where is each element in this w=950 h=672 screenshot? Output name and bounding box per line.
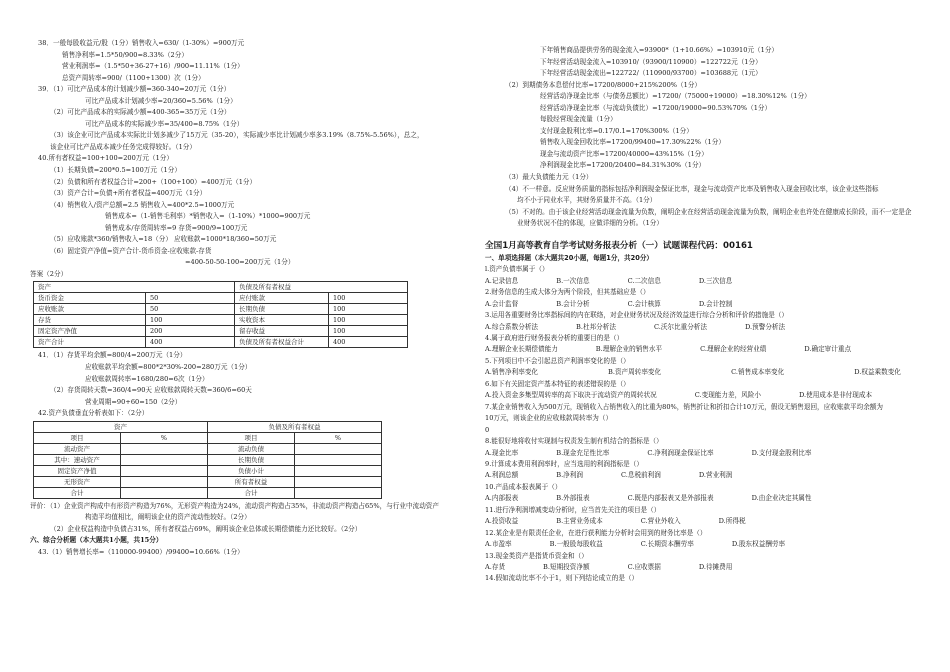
- question-stem: 2.财务信息的生成大体分为两个阶段，但其基础应是（）: [485, 288, 650, 297]
- table-header-cell: 资产: [34, 282, 235, 293]
- answer-line: 业财务状况不佳的体现，应做详细的分析。（1分）: [517, 219, 663, 228]
- answer-line: 营业利润率=（1.5*50+36-27+16）/900=11.11%（1分）: [62, 62, 244, 71]
- question-options: [485, 276, 925, 287]
- answer-line: 销售成本=（1-销售毛利率）*销售收入=（1-10%）*1000=900万元: [105, 212, 311, 221]
- answer-line: 43.（1）销售增长率=（110000-99400）/99400=10.66%（1分）: [38, 547, 244, 556]
- table-row: [34, 476, 382, 487]
- table-cell: 流动资产: [34, 443, 121, 454]
- answer-line: （2）企业权益构造中负债占31%，所有者权益占69%，阐明该企业总体或长期偿债能力还比较好。（2分）: [50, 524, 362, 533]
- table-header-cell: 项目: [34, 432, 121, 443]
- table-cell: 负债及所有者权益合计: [235, 337, 329, 348]
- table-cell: [295, 476, 382, 487]
- table-cell: 长期负债: [208, 454, 295, 465]
- answer-line: 营业周期=90+60=150（2分）: [85, 397, 182, 406]
- table-cell: 无形资产: [34, 476, 121, 487]
- answer-line: （3）该企业可比产品成本实际比计划多减少了15万元（35-20），实际减少率比计划减少率多3.19%（8.75%-5.56%），总之，: [50, 131, 424, 140]
- table-cell: 100: [146, 315, 235, 326]
- table-cell: 50: [146, 293, 235, 304]
- option-item: C.既是内部报表又是外部报表: [627, 494, 714, 503]
- question-stem: 3.运用各重要财务比率指标间的内在联络，对企业财务状况及经济效益进行综合分析和评价的措施是（）: [485, 311, 789, 320]
- table-cell: 留存收益: [235, 326, 329, 337]
- option-item: A.记录信息: [485, 276, 519, 285]
- exam-title: 全国1月高等教育自学考试财务报表分析（一）试题课程代码：00161: [485, 240, 753, 251]
- table-header-cell: 资产: [34, 421, 208, 432]
- answer-line: 40.所有者权益=100+100=200万元（1分）: [38, 154, 173, 163]
- option-item: A.存货: [485, 563, 506, 572]
- question-options: [485, 470, 925, 481]
- option-item: D.会计控制: [698, 299, 733, 308]
- question-stem: 4.属于政府进行财务报表分析的重要目的是（）: [485, 333, 624, 342]
- answer-line: （6）固定资产净值=资产合计-货币资金-应收账款-存货: [50, 246, 212, 255]
- table-header-cell: 项目: [208, 432, 295, 443]
- table-row: [34, 293, 408, 304]
- option-item: A.内部报表: [485, 494, 519, 503]
- answer-line: 总资产周转率=900/（1100+1300）次（1分）: [62, 73, 205, 82]
- table-row: [34, 465, 382, 476]
- option-item: D.预警分析法: [745, 322, 786, 331]
- table-row: [34, 337, 408, 348]
- answer-line: （2）可比产品成本的实际减少额=400-365=35万元（1分）: [50, 108, 231, 117]
- question-options: [485, 322, 925, 333]
- option-item: C.二次信息: [627, 276, 661, 285]
- question-options: [485, 493, 925, 504]
- answer-line: （2）到期债务本息偿付比率=17200/8000+215%200%（1分）: [505, 80, 702, 89]
- option-item: D.确定审计重点: [804, 345, 852, 354]
- option-item: D.股东权益酬劳率: [731, 540, 786, 549]
- table-cell: 100: [329, 304, 408, 315]
- answer-line: 经营活动净现金比率（与债务总额比）=17200/（75000+19000）=18.30%12%（1分）: [540, 92, 811, 101]
- answer-line: 现金与流动资产比率=17200/40000=43%15%（1分）: [540, 149, 708, 158]
- question-options: [485, 516, 925, 527]
- option-item: C.应收票据: [627, 563, 661, 572]
- option-item: A.投入资金多集型周转率的高下取决于流动资产的周转状况: [485, 391, 657, 400]
- answer-line: 应收账款平均余额=800*2*30%-200=280万元（1分）: [85, 363, 252, 372]
- option-item: C.净利润现金保证比率: [647, 448, 714, 457]
- table-row: [34, 421, 382, 432]
- option-item: B.主营业务成本: [556, 517, 603, 526]
- answer-line: 销售净利率=1.5*50/900=8.33%（2分）: [62, 50, 188, 59]
- option-item: B.一般股每股收益: [549, 540, 603, 549]
- question-options: [485, 299, 925, 310]
- option-item: B.会计分析: [556, 299, 590, 308]
- question-options: [485, 448, 925, 459]
- table-cell: 100: [329, 326, 408, 337]
- table-cell: 应收账款: [34, 304, 146, 315]
- left-column: [30, 38, 475, 559]
- balance-sheet-table: [33, 281, 408, 348]
- question-stem: 7.某企业销售收入为500万元，现销收入占销售收入的比重为80%，销售折让和折扣合计10万元，假设无销售退回，应收账款平均余额为: [485, 402, 883, 411]
- answer-line: 38．一般每股收益元/股（1分）销售收入=630/（1-30%）=900万元: [38, 39, 245, 47]
- table-cell: 合计: [34, 487, 121, 498]
- option-item: B.理解企业的销售水平: [595, 345, 663, 354]
- answer-line: 经营活动净现金比率（与流动负债比）=17200/19000=90.53%70%（1分）: [540, 103, 772, 112]
- table-cell: [121, 465, 208, 476]
- table-row: [34, 432, 382, 443]
- option-item: C.营业外收入: [640, 517, 681, 526]
- answer-line: 39．（1）可比产品成本的计划减少额=360-340=20万元（1分）: [38, 85, 231, 94]
- table-cell: 所有者权益: [208, 476, 295, 487]
- answer-line: （5）不对的。由于该企业经营活动现金流量为负数，阐明企业在经营活动现金流量为负数，阐明企业也许处在健康成长阶段，而不一定是企: [505, 207, 912, 216]
- option-item: C.会计核算: [627, 299, 661, 308]
- table-row: [34, 304, 408, 315]
- answer-line: 支付现金股利比率=0.17/0.1=170%300%（1分）: [540, 126, 693, 135]
- section-heading: 一、单项选择题（本大题共20小题，每题1分，共20分）: [485, 253, 654, 262]
- table-cell: 长期负债: [235, 304, 329, 315]
- right-column: [485, 45, 925, 585]
- question-options: [485, 367, 925, 378]
- answer-line: （4）销售收入/资产总额=2.5 销售收入=400*2.5=1000万元: [50, 200, 235, 209]
- option-item: D.由企业决定其属性: [751, 494, 812, 503]
- table-header-cell: %: [295, 432, 382, 443]
- table-header-cell: 负债及所有者权益: [208, 421, 382, 432]
- table-cell: [121, 443, 208, 454]
- question-stem: 6.如下有关固定资产基本特征的表述错误的是（）: [485, 379, 630, 388]
- option-item: A.理解企业长期偿债能力: [485, 345, 558, 354]
- answer-line: （5）应收账款*360/销售收入=18（分） 应收账款=1000*18/360=50万元: [50, 235, 277, 244]
- option-item: A.投资收益: [485, 517, 519, 526]
- table-cell: 存货: [34, 315, 146, 326]
- answer-line: 六、综合分析题（本大题共1小题，共15分）: [30, 536, 163, 545]
- option-item: A.市盈率: [485, 540, 512, 549]
- answer-line: 42.资产负债垂直分析表如下：（2分）: [38, 409, 149, 418]
- question-stem: 11.进行净利润增减变动分析时，应当首先关注的项目是（）: [485, 505, 661, 514]
- answer-line: 41．（1）存货平均余额=800/4=200万元（1分）: [38, 351, 187, 360]
- answer-line: 净利润现金比率=17200/20400=84.31%30%（1分）: [540, 161, 706, 170]
- answer-line: 销售成本/存货周转率=9 存货=900/9=100万元: [105, 223, 248, 232]
- option-item: C.变现能力差，风险小: [694, 391, 761, 400]
- answer-line: 下年经营活动现金流出=122722/（110900/93700）=103688元（1元）: [540, 69, 762, 78]
- vertical-analysis-table: [33, 421, 382, 499]
- table-row: [34, 326, 408, 337]
- option-item: D.所得税: [718, 517, 746, 526]
- option-item: B.资产周转率变化: [608, 368, 662, 377]
- table-cell: 固定资产净值: [34, 465, 121, 476]
- table-header-cell: %: [121, 432, 208, 443]
- question-options: [485, 344, 925, 355]
- option-item: C.息税前利润: [620, 471, 661, 480]
- option-item: C.理解企业的经营业绩: [700, 345, 767, 354]
- answer-line: 应收账款周转率=1680/280=6次（1分）: [85, 374, 209, 383]
- question-stem: 8.能很好地将收付实现制与权责发生制有机结合的指标是（）: [485, 437, 663, 446]
- table-cell: [121, 487, 208, 498]
- answer-line: （3）最大负债能力元（1分）: [505, 173, 593, 182]
- option-item: B.短期投资净额: [543, 563, 590, 572]
- option-item: A.综合系数分析法: [485, 322, 539, 331]
- option-item: A.销售净利率变化: [485, 368, 539, 377]
- table-cell: 负债小计: [208, 465, 295, 476]
- option-item: B.杜邦分析法: [576, 322, 616, 331]
- option-item: C.销售成本率变化: [731, 368, 785, 377]
- option-item: B.现金充足性比率: [556, 448, 610, 457]
- table-cell: 400: [146, 337, 235, 348]
- question-stem: 10.产品成本报表属于（）: [485, 482, 562, 491]
- table-cell: [295, 443, 382, 454]
- option-item: D.使用成本是非付现成本: [798, 391, 873, 400]
- question-stem: 9.计算成本费用利润率时，应当选用的利润指标是（）: [485, 459, 643, 468]
- question-stem: 13.现金类资产是指货币资金和（）: [485, 551, 588, 560]
- answer-line: （4）不一样意。反应财务质量的指标包括净利润现金保证比率，现金与流动资产比率及销售收入现金回收比率，该企业这些指标: [505, 184, 879, 193]
- question-stem: 10万元，则该企业的应收账款周转率为（）: [485, 414, 613, 423]
- answer-line: （1）长期负债=200*0.5=100万元（1分）: [50, 166, 181, 175]
- table-cell: 货币资金: [34, 293, 146, 304]
- option-item: B.一次信息: [556, 276, 590, 285]
- table-cell: 流动负债: [208, 443, 295, 454]
- answer-label: 答案（2分）: [30, 269, 68, 278]
- answer-line: 每股经营现金流量（1分）: [540, 115, 617, 124]
- table-cell: 200: [146, 326, 235, 337]
- answer-line: 可比产品成本计划减少率=20/360=5.56%（1分）: [85, 96, 237, 105]
- question-stem: l.资产负债率属于（）: [485, 265, 549, 274]
- question-options: [485, 390, 925, 401]
- table-cell: 100: [329, 293, 408, 304]
- table-cell: 50: [146, 304, 235, 315]
- table-cell: [121, 454, 208, 465]
- answer-line: 下年经营活动现金流入=103910/（93900/110900）=122722元（1分）: [540, 57, 762, 66]
- table-cell: 实收资本: [235, 315, 329, 326]
- table-cell: 合计: [208, 487, 295, 498]
- table-cell: 100: [329, 315, 408, 326]
- option-item: D.三次信息: [698, 276, 733, 285]
- answer-line: （3）资产合计=负债+所有者权益=400万元（1分）: [50, 189, 207, 198]
- question-stem: 12.某企业是有限责任企业，在进行获利能力分析时会用到的财务比率是（）: [485, 528, 707, 537]
- answer-line: （2）存货周转天数=360/4=90天 应收账款周转天数=360/6=60天: [50, 386, 252, 395]
- option-item: A.利润总额: [485, 471, 519, 480]
- table-row: [34, 315, 408, 326]
- answer-line: 下年销售商品提供劳务的现金流入=93900*（1+10.66%）=103910元（1分）: [540, 46, 779, 54]
- answer-line: 可比产品成本的实际减少率=35/400=8.75%（1分）: [85, 119, 244, 128]
- option-item: B.外部报表: [556, 494, 590, 503]
- table-row: [34, 282, 408, 293]
- table-cell: [295, 454, 382, 465]
- table-cell: 其中：速动资产: [34, 454, 121, 465]
- option-item: B.净利润: [556, 471, 583, 480]
- question-stem: 5.下列项目中不会引起总资产利润率变化的是（）: [485, 356, 630, 365]
- table-cell: [121, 476, 208, 487]
- question-stem: 0: [485, 425, 490, 434]
- table-cell: [295, 465, 382, 476]
- question-options: [485, 539, 925, 550]
- question-options: [485, 562, 925, 573]
- option-item: D.待摊费用: [698, 563, 733, 572]
- option-item: D.支付现金股利比率: [751, 448, 812, 457]
- option-item: A.会计监督: [485, 299, 519, 308]
- table-cell: 应付账款: [235, 293, 329, 304]
- option-item: A.现金比率: [485, 448, 519, 457]
- option-item: D.营业利润: [698, 471, 733, 480]
- option-item: C.沃尔比重分析法: [653, 322, 707, 331]
- table-row: [34, 454, 382, 465]
- table-cell: 固定资产净值: [34, 326, 146, 337]
- answer-line: （2）负债和所有者权益合计=200+（100+100）=400万元（1分）: [50, 177, 257, 186]
- question-stem: 14.假如流动比率不小于1，则下列结论成立的是（）: [485, 574, 639, 583]
- answer-line: 构造平均值相比，阐明该企业的资产流动性较好。（2分）: [85, 513, 251, 522]
- table-row: [34, 443, 382, 454]
- answer-line: 均不小于同业水平，其财务质量并不高。（1分）: [517, 196, 657, 205]
- table-cell: [295, 487, 382, 498]
- answer-line: 该企业可比产品成本减少任务完成得较好。（1分）: [50, 142, 196, 151]
- answer-line: 销售收入现金回收比率=17200/99400=17.30%22%（1分）: [540, 138, 725, 147]
- option-item: C.长期资本酬劳率: [640, 540, 694, 549]
- option-item: D.权益乘数变化: [854, 368, 901, 377]
- table-row: [34, 487, 382, 498]
- table-cell: 400: [329, 337, 408, 348]
- answer-line: =400-50-50-100=200万元（1分）: [185, 258, 295, 267]
- answer-line: 评价：（1）企业资产构成中有形资产构造为76%，无形资产构造为24%，流动资产构造占35%，非流动资产构造占65%，与行业中流动资产: [30, 501, 439, 510]
- table-cell: 资产合计: [34, 337, 146, 348]
- table-header-cell: 负债及所有者权益: [235, 282, 408, 293]
